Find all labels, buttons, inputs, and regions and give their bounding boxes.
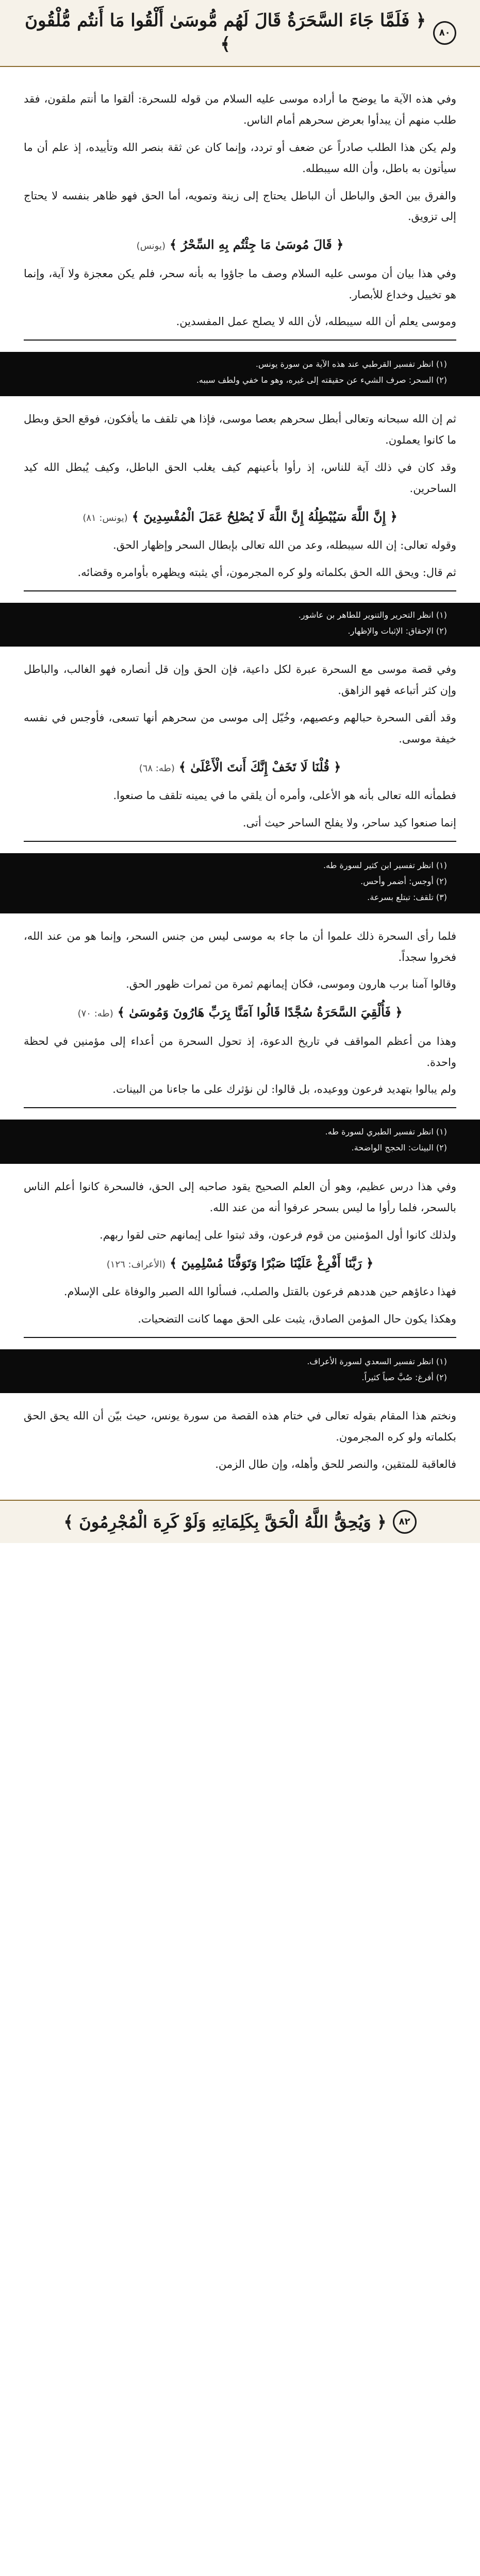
paragraph: وفي هذه الآية ما يوضح ما أراده موسى عليه السلام من قوله للسحرة: ألقوا ما أنتم ملقون، فقد طلب منهم أن يبدأوا بعرض سحرهم أمام الناس.: [24, 92, 456, 126]
bottom-verse-number-medallion: ٨٢: [393, 1510, 417, 1534]
bottom-banner: [0, 1500, 480, 1543]
paragraph: ونختم هذا المقام بقوله تعالى في ختام هذه القصة من سورة يونس، حيث بيّن أن الله يحق الحق بكلماته ولو كره المجرمون.: [24, 1410, 456, 1444]
paragraph: ولذلك كانوا أول المؤمنين من قوم فرعون، وقد ثبتوا على إيمانهم حتى لقوا ربهم.: [99, 1228, 456, 1241]
footnote: (١) انظر تفسير ابن كثير لسورة طه.: [323, 860, 447, 871]
quote-text: ﴿ قُلْنَا لَا تَخَفْ إِنَّكَ أَنتَ الْأَعْلَىٰ ﴾: [178, 759, 341, 775]
footnotes-list: [24, 859, 456, 904]
quote-reference: (طه: ٦٨): [139, 763, 175, 774]
footnotes-list: [24, 609, 456, 638]
paragraph: وقوله تعالى: إن الله سيبطله، وعد من الله تعالى بإبطال السحر وإظهار الحق.: [113, 538, 456, 551]
footnote: (١) انظر تفسير السعدي لسورة الأعراف.: [307, 1356, 447, 1366]
quote-reference: (الأعراف: ١٢٦): [106, 1259, 166, 1270]
paragraph: وفي هذا بيان أن موسى عليه السلام وصف ما جاؤوا به بأنه سحر، فلم يكن معجزة ولا آية، وإنما هو تخييل وخداع للأبصار.: [24, 267, 456, 301]
paragraph: إنما صنعوا كيد ساحر، ولا يفلح الساحر حيث أتى.: [242, 817, 456, 829]
content-section: [0, 1393, 480, 1485]
quote-reference: (يونس): [136, 241, 165, 252]
banner-verse-text: ﴿ فَلَمَّا جَاءَ السَّحَرَةُ قَالَ لَهُم مُّوسَىٰ أَلْقُوا مَا أَنتُم مُّلْقُونَ ﴾: [25, 10, 426, 55]
content-section: [0, 1164, 480, 1349]
footnote: (٢) أفرغ: صُبَّ صباً كثيراً.: [361, 1372, 447, 1382]
footnote: (١) انظر تفسير الطبري لسورة طه.: [325, 1127, 447, 1137]
content-section: [0, 647, 480, 853]
paragraph: وفي قصة موسى مع السحرة عبرة لكل داعية، فإن الحق وإن قل أنصاره فهو الغالب، والباطل وإن كثر أتباعه فهو الزاهق.: [24, 663, 456, 697]
footnotes-block: [0, 853, 480, 913]
content-section: [0, 913, 480, 1120]
footnote-divider: [24, 1107, 456, 1108]
footnotes-list: [24, 358, 456, 387]
quran-quote: [24, 1252, 456, 1274]
bottom-banner-verse-text: ﴿ وَيُحِقُّ اللَّهُ الْحَقَّ بِكَلِمَاتِهِ وَلَوْ كَرِهَ الْمُجْرِمُونَ ﴾: [63, 1512, 387, 1532]
paragraph: ولم يكن هذا الطلب صادراً عن ضعف أو تردد، وإنما كان عن ثقة بنصر الله وتأييده، إذ علم أن ما سيأتون به باطل، وأن الله سيبطله.: [24, 141, 456, 175]
footnotes-list: [24, 1355, 456, 1384]
paragraph: فطمأنه الله تعالى بأنه هو الأعلى، وأمره أن يلقي ما في يمينه تلقف ما صنعوا.: [113, 789, 456, 802]
paragraph: وقد ألقى السحرة حبالهم وعصيهم، وخُيّل إلى موسى من سحرهم أنها تسعى، فأوجس في نفسه خيفة موسى.: [24, 711, 456, 745]
quote-text: ﴿ إِنَّ اللَّهَ سَيُبْطِلُهُ إِنَّ اللَّهَ لَا يُصْلِحُ عَمَلَ الْمُفْسِدِينَ ﴾: [131, 509, 398, 524]
footnote-divider: [24, 590, 456, 591]
paragraph: ثم إن الله سبحانه وتعالى أبطل سحرهم بعصا موسى، فإذا هي تلقف ما يأفكون، فوقع الحق وبطل ما كانوا يعملون.: [24, 413, 456, 446]
footnotes-block: [0, 352, 480, 396]
paragraph: فالعاقبة للمتقين، والنصر للحق وأهله، وإن طال الزمن.: [215, 1458, 456, 1471]
footnotes-block: [0, 603, 480, 647]
footnote: (٢) السحر: صرف الشيء عن حقيقته إلى غيره، وهو ما خفي ولطف سببه.: [196, 375, 447, 385]
footnote: (٣) تلقف: تبتلع بسرعة.: [367, 892, 447, 902]
quran-quote: [24, 233, 456, 256]
footnote-divider: [24, 841, 456, 842]
paragraph: وهكذا يكون حال المؤمن الصادق، يثبت على الحق مهما كانت التضحيات.: [138, 1312, 456, 1325]
top-banner: [0, 0, 480, 67]
quran-quote: [24, 1001, 456, 1023]
quote-reference: (يونس: ٨١): [82, 512, 128, 523]
paragraph: ثم قال: ويحق الله الحق بكلماته ولو كره المجرمون، أي يثبته ويظهره بأوامره وقضائه.: [77, 566, 456, 579]
footnote-divider: [24, 1337, 456, 1338]
paragraph: وقالوا آمنا برب هارون وموسى، فكان إيمانهم ثمرة من ثمرات ظهور الحق.: [126, 978, 456, 991]
footnote: (٢) أوجس: أضمر وأحس.: [360, 876, 447, 887]
footnotes-block: [0, 1349, 480, 1394]
footnotes-block: [0, 1120, 480, 1164]
footnote: (٢) البينات: الحجج الواضحة.: [351, 1143, 447, 1153]
verse-number-medallion: ٨٠: [433, 21, 456, 45]
paragraph: وقد كان في ذلك آية للناس، إذ رأوا بأعينهم كيف يغلب الحق الباطل، وكيف يُبطل الله كيد الساحرين.: [24, 461, 456, 495]
quran-quote: [24, 505, 456, 528]
bottom-banner-verse-line: [24, 1510, 456, 1534]
paragraph: فلما رأى السحرة ذلك علموا أن ما جاء به موسى ليس من جنس السحر، وإنما هو من عند الله، فخروا سجداً.: [24, 929, 456, 963]
footnote: (٢) الإحقاق: الإثبات والإظهار.: [347, 625, 447, 636]
footnote: (١) انظر التحرير والتنوير للطاهر بن عاشور.: [298, 609, 447, 620]
end-spacer: [0, 1543, 480, 1564]
banner-verse-line: [24, 9, 456, 57]
paragraph: فهذا دعاؤهم حين هددهم فرعون بالقتل والصلب، فسألوا الله الصبر والوفاة على الإسلام.: [63, 1285, 456, 1298]
content-section: [0, 396, 480, 603]
quote-text: ﴿ قَالَ مُوسَىٰ مَا جِئْتُم بِهِ السِّحْرُ ﴾: [169, 237, 344, 252]
quran-quote: [24, 756, 456, 778]
footnotes-list: [24, 1126, 456, 1155]
paragraph: وفي هذا درس عظيم، وهو أن العلم الصحيح يقود صاحبه إلى الحق، فالسحرة كانوا أعلم الناس بالسحر، فلما رأوا ما ليس بسحر عرفوا أنه من عند الله.: [24, 1180, 456, 1214]
content-section: [0, 76, 480, 352]
content-sections: [0, 76, 480, 1486]
quote-text: ﴿ فَأُلْقِيَ السَّحَرَةُ سُجَّدًا قَالُوا آمَنَّا بِرَبِّ هَارُونَ وَمُوسَىٰ ﴾: [117, 1005, 403, 1020]
paragraph: وهذا من أعظم المواقف في تاريخ الدعوة، إذ تحول السحرة من أعداء إلى مؤمنين في لحظة واحدة.: [24, 1035, 456, 1069]
quote-text: ﴿ رَبَّنَا أَفْرِغْ عَلَيْنَا صَبْرًا وَتَوَفَّنَا مُسْلِمِينَ ﴾: [170, 1255, 374, 1270]
footnote: (١) انظر تفسير القرطبي عند هذه الآية من سورة يونس.: [255, 359, 447, 369]
paragraph: وموسى يعلم أن الله سيبطله، لأن الله لا يصلح عمل المفسدين.: [176, 315, 456, 328]
paragraph: ولم يبالوا بتهديد فرعون ووعيده، بل قالوا: لن نؤثرك على ما جاءنا من البينات.: [112, 1083, 456, 1096]
paragraph: والفرق بين الحق والباطل أن الباطل يحتاج إلى زينة وتمويه، أما الحق فهو ظاهر بنفسه لا يحتاج إلى تزويق.: [24, 189, 456, 223]
footnote-divider: [24, 340, 456, 341]
quote-reference: (طه: ٧٠): [77, 1008, 113, 1020]
